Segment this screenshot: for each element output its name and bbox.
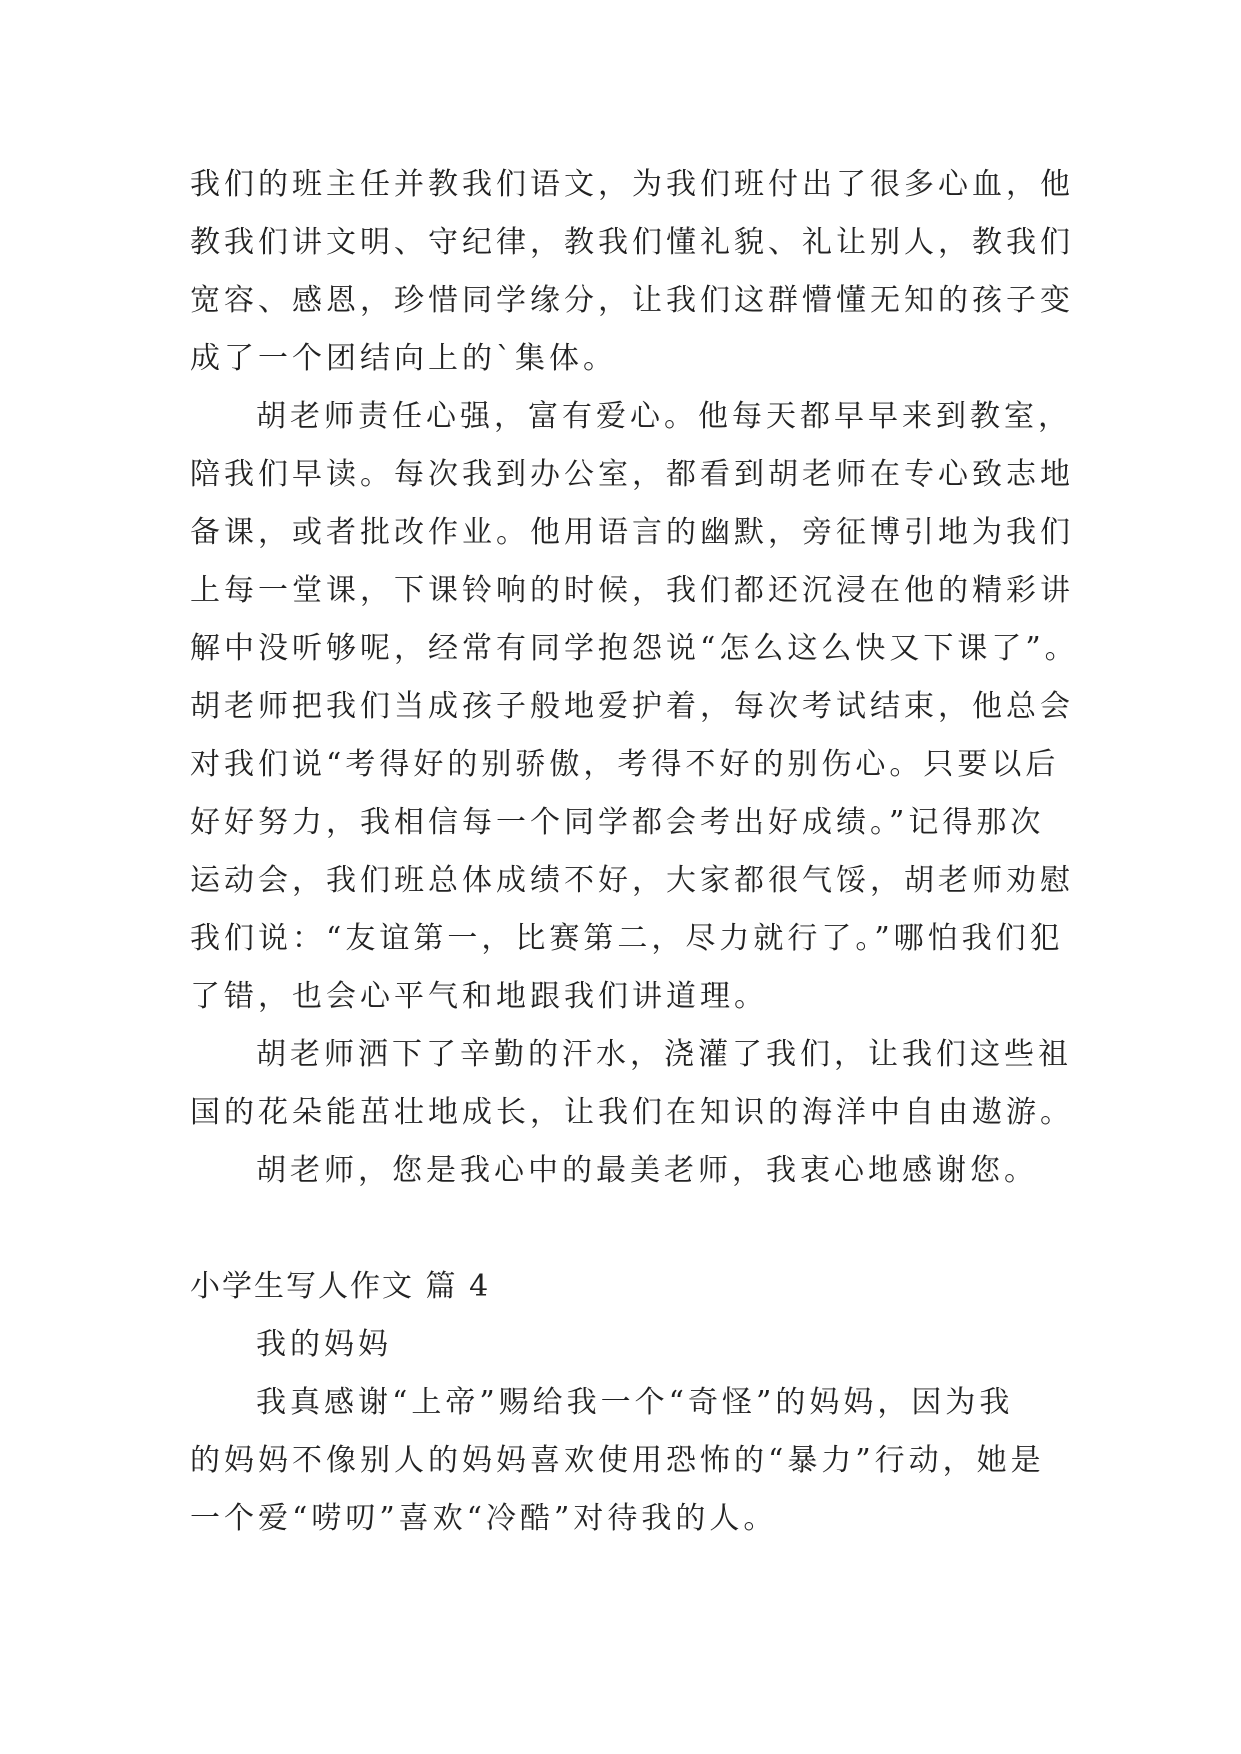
text-line: 成了一个团结向上的`集体。 [190,341,617,376]
section-heading: 小学生写人作文 篇 4 [190,1269,491,1304]
text-line: 的妈妈不像别人的妈妈喜欢使用恐怖的“暴力”行动，她是 [190,1443,1045,1478]
text-line: 国的花朵能茁壮地成长，让我们在知识的海洋中自由遨游。 [190,1095,1074,1130]
essay-title: 我的妈妈 [256,1327,392,1362]
text-line: 陪我们早读。每次我到办公室，都看到胡老师在专心致志地 [190,457,1074,492]
text-line: 运动会，我们班总体成绩不好，大家都很气馁，胡老师劝慰 [190,863,1074,898]
text-line: 上每一堂课，下课铃响的时候，我们都还沉浸在他的精彩讲 [190,573,1074,608]
text-line: 好好努力，我相信每一个同学都会考出好成绩。”记得那次 [190,805,1045,840]
text-line: 我们的班主任并教我们语文，为我们班付出了很多心血，他 [190,167,1074,202]
text-line: 我们说：“友谊第一，比赛第二，尽力就行了。”哪怕我们犯 [190,921,1064,956]
text-line: 胡老师责任心强，富有爱心。他每天都早早来到教室， [256,399,1072,434]
text-line: 了错，也会心平气和地跟我们讲道理。 [190,979,768,1014]
text-line: 胡老师，您是我心中的最美老师，我衷心地感谢您。 [256,1153,1038,1188]
text-line: 教我们讲文明、守纪律，教我们懂礼貌、礼让别人，教我们 [190,225,1074,260]
text-line: 一个爱“唠叨”喜欢“冷酷”对待我的人。 [190,1501,778,1536]
text-line: 胡老师洒下了辛勤的汗水，浇灌了我们，让我们这些祖 [256,1037,1072,1072]
text-line: 解中没听够呢，经常有同学抱怨说“怎么这么快又下课了”。 [190,631,1079,666]
text-line: 我真感谢“上帝”赐给我一个“奇怪”的妈妈，因为我 [256,1385,1014,1420]
text-line: 备课，或者批改作业。他用语言的幽默，旁征博引地为我们 [190,515,1074,550]
text-line: 胡老师把我们当成孩子般地爱护着，每次考试结束，他总会 [190,689,1074,724]
text-line: 宽容、感恩，珍惜同学缘分，让我们这群懵懂无知的孩子变 [190,283,1074,318]
text-line: 对我们说“考得好的别骄傲，考得不好的别伤心。只要以后 [190,747,1060,782]
